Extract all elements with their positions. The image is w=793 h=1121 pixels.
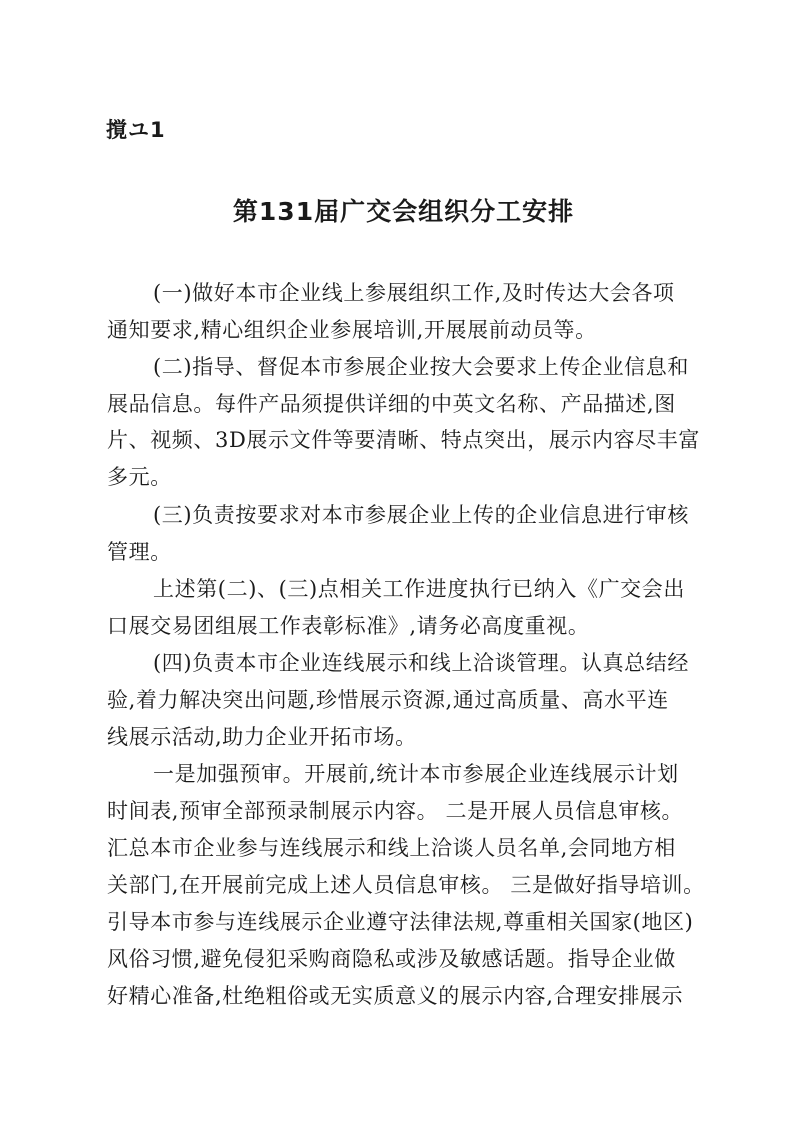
attachment-label: 撹ユ1 <box>106 118 166 142</box>
body-line: 一是加强预审。开展前,统计本市参展企业连线展示计划 <box>153 762 679 786</box>
body-line: 展品信息。每件产品须提供详细的中英文名称、产品描述,图 <box>107 392 676 416</box>
body-line: 通知要求,精心组织企业参展培训,开展展前动员等。 <box>107 318 597 342</box>
body-line: 管理。 <box>107 540 172 564</box>
body-line: 好精心准备,杜绝粗俗或无实质意义的展示内容,合理安排展示 <box>107 984 684 1008</box>
body-line: 风俗习惯,避免侵犯采购商隐私或涉及敏感话题。指导企业做 <box>107 947 676 971</box>
document-title: 第131届广交会组织分工安排 <box>232 197 575 226</box>
body-line: (一)做好本市企业线上参展组织工作,及时传达大会各项 <box>153 281 675 305</box>
body-line: 汇总本市企业参与连线展示和线上洽谈人员名单,会同地方相 <box>107 836 676 860</box>
body-line: (三)负责按要求对本市参展企业上传的企业信息进行审核 <box>153 503 689 527</box>
body-line: 验,着力解决突出问题,珍惜展示资源,通过高质量、高水平连 <box>107 688 669 712</box>
body-line: 线展示活动,助力企业开拓市场。 <box>107 725 417 749</box>
body-line: (二)指导、督促本市参展企业按大会要求上传企业信息和 <box>153 355 689 379</box>
body-line: 引导本市参与连线展示企业遵守法律法规,尊重相关国家(地区) <box>107 910 694 934</box>
body-line: 上述第(二)、(三)点相关工作进度执行已纳入《广交会出 <box>153 577 685 601</box>
body-line: (四)负责本市企业连线展示和线上洽谈管理。认真总结经 <box>153 651 689 675</box>
body-line: 关部门,在开展前完成上述人员信息审核。 三是做好指导培训。 <box>107 873 705 897</box>
body-line: 口展交易团组展工作表彰标准》,请务必高度重视。 <box>107 614 590 638</box>
body-line: 时间表,预审全部预录制展示内容。 二是开展人员信息审核。 <box>107 799 684 823</box>
body-line: 片、视频、3D展示文件等要清晰、特点突出，展示内容尽丰富 <box>107 428 700 452</box>
body-line: 多元。 <box>107 465 172 489</box>
